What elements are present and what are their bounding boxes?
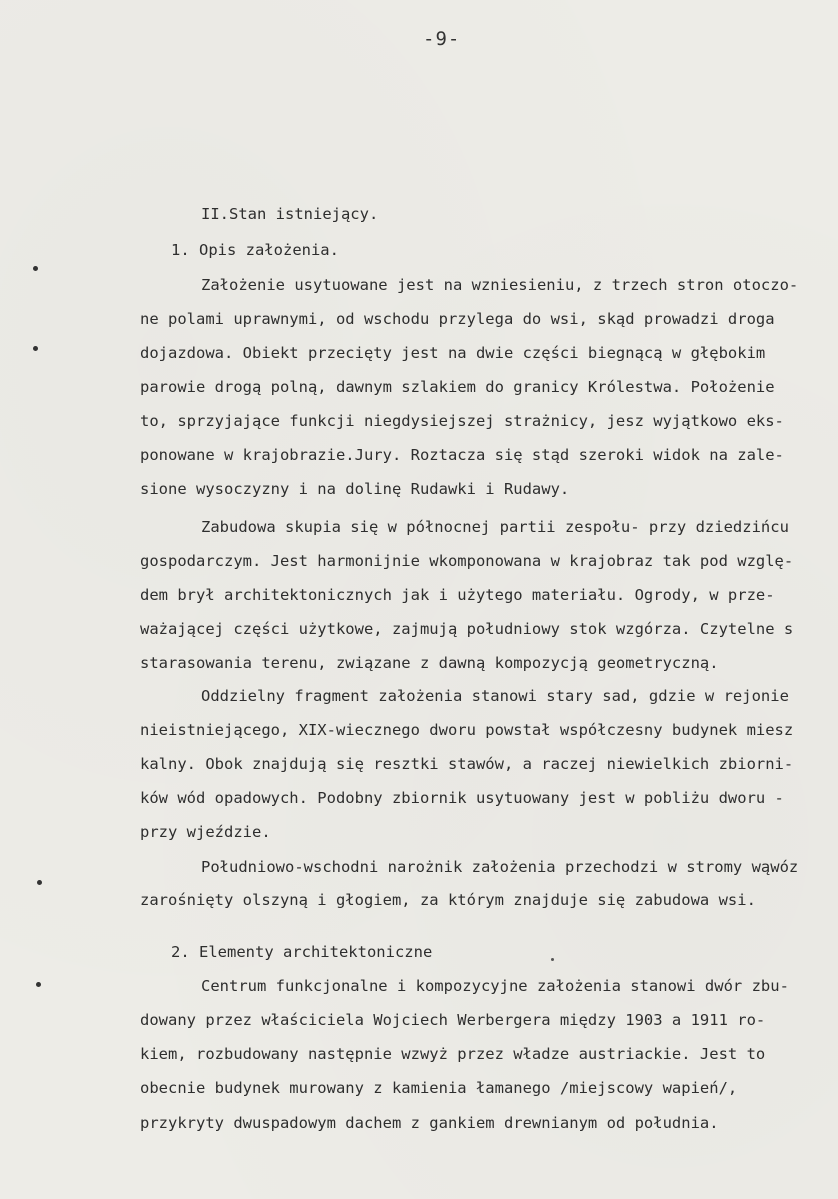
section-title: II.Stan istniejący. xyxy=(201,205,379,223)
text-line: sione wysoczyzny i na dolinę Rudawki i Rudawy. xyxy=(140,480,570,498)
text-line: obecnie budynek murowany z kamienia łamanego /miejscowy wapień/, xyxy=(140,1079,738,1097)
margin-mark xyxy=(37,880,42,885)
text-line: ne polami uprawnymi, od wschodu przylega do wsi, skąd prowadzi droga xyxy=(140,310,775,328)
text-line: kiem, rozbudowany następnie wzwyż przez władze austriackie. Jest to xyxy=(140,1045,766,1063)
text-line: zarośnięty olszyną i głogiem, za którym znajduje się zabudowa wsi. xyxy=(140,891,756,909)
text-line: nieistniejącego, XIX-wiecznego dworu powstał współczesny budynek miesz xyxy=(140,721,794,739)
text-line: dojazdowa. Obiekt przecięty jest na dwie części biegnącą w głębokim xyxy=(140,344,766,362)
text-line: ważającej części użytkowe, zajmują południowy stok wzgórza. Czytelne s xyxy=(140,620,794,638)
text-line: Centrum funkcjonalne i kompozycyjne założenia stanowi dwór zbu- xyxy=(201,977,789,995)
margin-mark xyxy=(33,266,38,271)
text-line: kalny. Obok znajdują się resztki stawów, a raczej niewielkich zbiorni- xyxy=(140,755,794,773)
text-line: Oddzielny fragment założenia stanowi stary sad, gdzie w rejonie xyxy=(201,687,789,705)
margin-mark xyxy=(36,982,41,987)
subsection-title-2: 2. Elementy architektoniczne xyxy=(171,943,433,961)
text-line: gospodarczym. Jest harmonijnie wkomponowana w krajobraz tak pod wzglę- xyxy=(140,552,794,570)
text-line: dem brył architektonicznych jak i użytego materiału. Ogrody, w prze- xyxy=(140,586,775,604)
stray-mark xyxy=(551,958,554,961)
text-line: przy wjeździe. xyxy=(140,823,271,841)
text-line: Zabudowa skupia się w północnej partii zespołu- przy dziedzińcu xyxy=(201,518,789,536)
text-line: Południowo-wschodni narożnik założenia przechodzi w stromy wąwóz xyxy=(201,858,799,876)
page-number: -9- xyxy=(423,28,461,50)
text-line: ponowane w krajobrazie.Jury. Roztacza się stąd szeroki widok na zale- xyxy=(140,446,784,464)
text-line: dowany przez właściciela Wojciech Werbergera między 1903 a 1911 ro- xyxy=(140,1011,766,1029)
margin-mark xyxy=(33,346,38,351)
text-line: przykryty dwuspadowym dachem z gankiem drewnianym od południa. xyxy=(140,1114,719,1132)
text-line: parowie drogą polną, dawnym szlakiem do granicy Królestwa. Położenie xyxy=(140,378,775,396)
text-line: starasowania terenu, związane z dawną kompozycją geometryczną. xyxy=(140,654,719,672)
text-line: Założenie usytuowane jest na wzniesieniu, z trzech stron otoczo- xyxy=(201,276,799,294)
text-line: ków wód opadowych. Podobny zbiornik usytuowany jest w pobliżu dworu - xyxy=(140,789,784,807)
subsection-title-1: 1. Opis założenia. xyxy=(171,241,339,259)
text-line: to, sprzyjające funkcji niegdysiejszej strażnicy, jesz wyjątkowo eks- xyxy=(140,412,784,430)
